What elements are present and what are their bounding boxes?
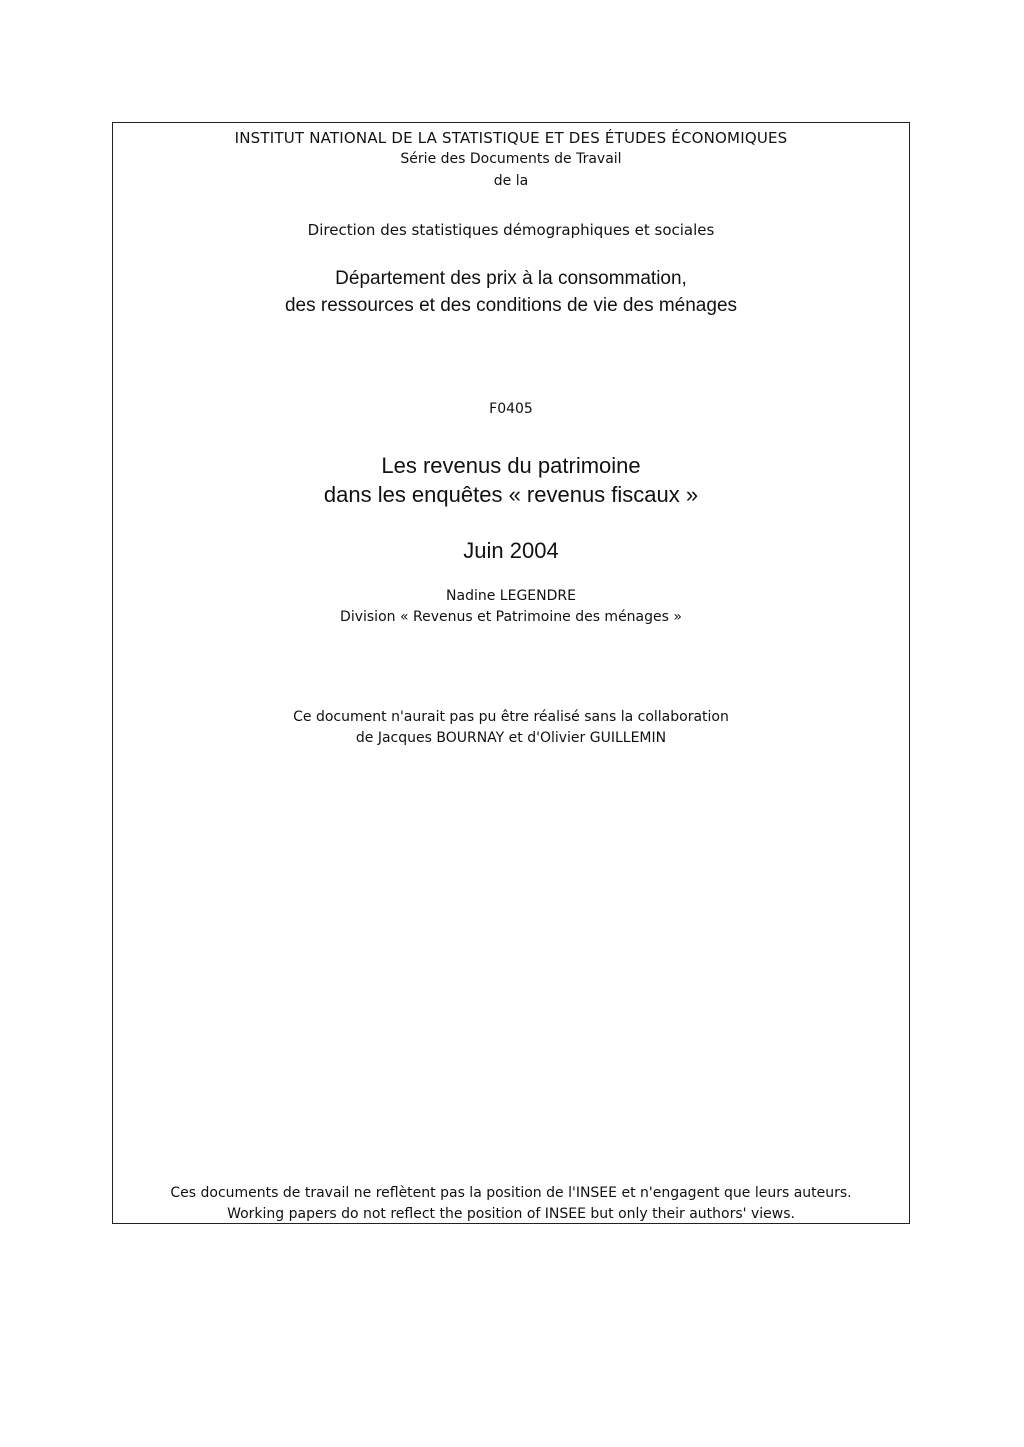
author-division: Division « Revenus et Patrimoine des ménages »: [340, 609, 682, 625]
department-line-1: Département des prix à la consommation,: [335, 268, 687, 289]
document-title-line-1: Les revenus du patrimoine: [381, 453, 641, 478]
document-title-line-2: dans les enquêtes « revenus fiscaux »: [323, 482, 699, 507]
direction-name: Direction des statistiques démographiques et sociales: [307, 221, 715, 239]
series-of: de la: [493, 173, 529, 189]
department-line-2: des ressources et des conditions de vie des ménages: [284, 295, 738, 316]
author-name: Nadine LEGENDRE: [446, 588, 576, 604]
disclaimer-french: Ces documents de travail ne reflètent pas la position de l'INSEE et n'engagent que leurs auteurs.: [170, 1185, 852, 1201]
acknowledgement-line-1: Ce document n'aurait pas pu être réalisé sans la collaboration: [293, 709, 729, 725]
disclaimer-english: Working papers do not reflect the position of INSEE but only their authors' views.: [227, 1206, 795, 1222]
institute-name: INSTITUT NATIONAL DE LA STATISTIQUE ET DES ÉTUDES ÉCONOMIQUES: [234, 129, 788, 147]
series-title: Série des Documents de Travail: [400, 151, 622, 167]
document-code: F0405: [489, 401, 533, 417]
publication-date: Juin 2004: [463, 538, 559, 563]
cover-frame: [112, 122, 910, 1224]
acknowledgement-line-2: de Jacques BOURNAY et d'Olivier GUILLEMIN: [355, 730, 667, 746]
